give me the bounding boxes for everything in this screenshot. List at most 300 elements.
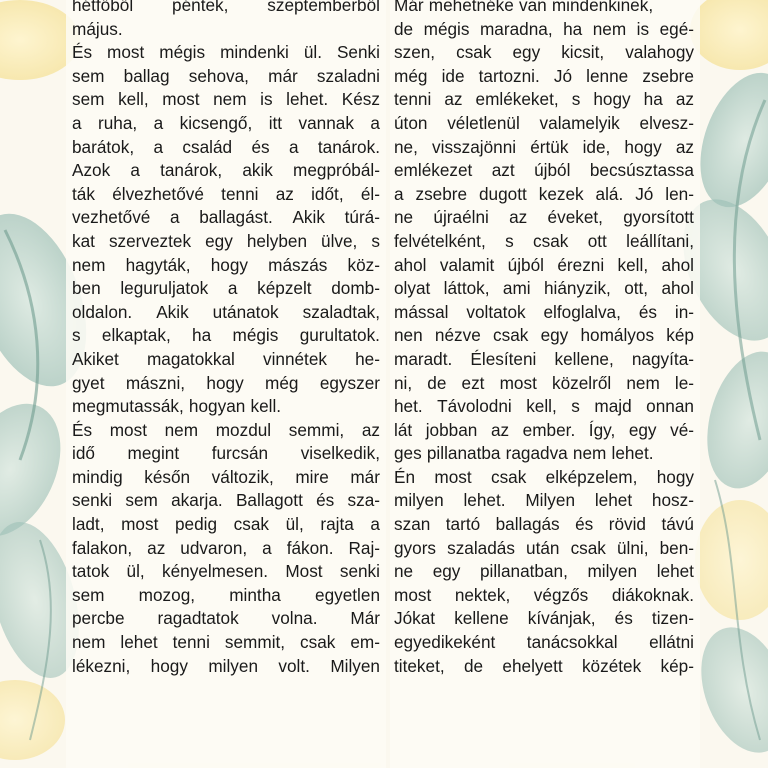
word: ül, [126,561,145,582]
word: ballagás [495,514,560,535]
word: Raj- [348,537,380,558]
word: Azok [72,160,111,181]
word: hiányzik, [543,278,611,299]
word: Így, [588,419,616,440]
word: sem [72,89,105,110]
word: kicsengő, [179,112,253,133]
word: és [316,490,335,511]
word: az [675,136,694,157]
word: És [72,419,93,440]
word: vinnétek [262,348,327,369]
word: akik [242,160,273,181]
text-line [394,277,694,301]
word: mindenki [220,42,289,63]
word: rajta [320,514,354,535]
word: nézve [434,325,481,346]
word: megpróbál- [293,160,380,181]
word: hosz- [651,490,694,511]
left-text-column [66,0,386,768]
word: pillanatba [426,443,501,464]
word: sehova, [188,65,249,86]
word: furcsán [211,443,269,464]
word: hogy [206,372,244,393]
word: az [675,89,694,110]
word: Már [394,0,424,15]
text-line [394,65,694,89]
word: után [526,537,560,558]
word: képzelt [257,278,312,299]
word: mégis [232,325,279,346]
text-line [72,159,380,183]
word: he- [355,348,380,369]
word: újraélni [433,207,489,228]
word: pedig [174,514,218,535]
word: ha [192,325,212,346]
word: egy [540,325,569,346]
word: Én [394,466,416,487]
word: most [121,514,159,535]
word: majd [594,396,632,417]
word: voltatok [466,301,526,322]
word: s [571,89,581,110]
word: Senki [336,42,380,63]
word: valamelyik [539,112,620,133]
word: ha [563,18,583,39]
word: ni, [394,372,413,393]
word: az [275,183,294,204]
word: nem [213,89,247,110]
word: Milyen [330,655,380,676]
word: domb- [331,278,380,299]
word: helyben [246,230,308,251]
word: már [350,466,380,487]
word: falakon, [72,537,133,558]
word: egé- [659,18,694,39]
text-line [394,537,694,561]
word: ehelyett [502,655,563,676]
word: visszajönni [432,136,517,157]
word: kell. [250,396,282,417]
word: család [182,136,233,157]
word: kezek [538,183,584,204]
word: is [636,18,650,39]
word: Jó [635,183,654,204]
word: nem [592,18,627,39]
text-line [72,348,380,372]
word: milyen [394,490,444,511]
word: lehet. [611,443,654,464]
word: ne, [394,136,418,157]
word: csak [233,514,269,535]
word: május. [72,18,123,39]
word: udvaron, [180,537,248,558]
word: túrá- [344,207,380,228]
word: ide, [582,136,611,157]
word: távú [661,514,694,535]
text-line [394,395,694,419]
text-line [72,0,380,18]
word: vé- [670,419,694,440]
word: nem [72,632,106,653]
word: mehetnéke [428,0,514,15]
word: Élesíteni [470,348,537,369]
word: senki [339,561,380,582]
word: és [614,608,633,629]
word: most [107,42,145,63]
word: szen, [394,42,436,63]
word: leállítani, [626,230,694,251]
word: em- [350,632,380,653]
word: lehet [656,561,694,582]
word: sem [72,584,105,605]
word: utánatok [212,301,279,322]
word: most [499,372,537,393]
word: s [505,230,514,251]
word: tenni [172,632,210,653]
word: kicsit, [561,42,605,63]
word: maradna, [479,18,553,39]
word: percbe [72,608,125,629]
word: a [394,183,404,204]
text-line [394,136,694,160]
word: senki [72,490,113,511]
word: akarja. [171,490,223,511]
word: viselkedik, [300,443,380,464]
word: ezt [461,372,485,393]
word: ladt, [72,514,105,535]
word: gyet [72,372,105,393]
word: lenne [586,65,629,86]
word: időt, [311,183,344,204]
word: hogy [593,89,631,110]
word: ember. [522,419,576,440]
word: tanárok. [317,136,380,157]
word: mégis [159,42,206,63]
word: megint [127,443,180,464]
text-line [394,230,694,254]
word: kell, [526,396,557,417]
word: a [227,278,238,299]
word: csak [300,632,336,653]
word: de [427,372,447,393]
word: lékezni, [72,655,131,676]
word: nagyíta- [631,348,694,369]
word: homályos [580,325,655,346]
text-line [72,442,380,466]
word: Már [350,608,380,629]
word: sza- [347,490,380,511]
word: nen [394,325,423,346]
word: ragadtatok [157,608,239,629]
text-line [394,419,694,443]
word: péntek, [172,0,229,15]
word: a [170,207,180,228]
word: úton [394,112,428,133]
word: egy [512,42,541,63]
text-line [394,607,694,631]
word: milyen [208,655,259,676]
word: emlékeket, [475,89,559,110]
word: van [518,0,547,15]
text-line [394,206,694,230]
word: alá. [595,183,624,204]
word: s [371,230,380,251]
word: csak [570,537,606,558]
text-line [394,513,694,537]
text-line [72,254,380,278]
word: az [490,419,510,440]
word: ott [587,230,607,251]
word: valahogy [625,42,694,63]
word: lehet [120,632,158,653]
word: zsebre [642,65,694,86]
word: sem [125,490,158,511]
text-line [394,584,694,608]
word: most [394,584,432,605]
word: mindenkinek, [551,0,654,15]
word: ha [643,89,663,110]
word: egy [205,230,233,251]
text-line [72,65,380,89]
text-line [72,419,380,443]
text-line [394,372,694,396]
word: nem [572,443,607,464]
word: tenni [221,183,259,204]
text-line [72,18,380,42]
word: sem [72,65,105,86]
word: Kész [341,89,380,110]
word: szerveztek [108,230,192,251]
text-line [394,655,694,679]
text-line [72,513,380,537]
word: már [268,65,298,86]
word: is [260,89,273,110]
word: a [262,537,272,558]
word: szaladás [447,537,515,558]
word: kényelmesen. [161,561,269,582]
word: és [251,136,270,157]
word: tizen- [651,608,694,629]
word: ahol [661,254,694,275]
word: kellene [454,608,509,629]
word: ragadva [505,443,568,464]
text-line [72,395,380,419]
word: a [370,514,380,535]
word: mozog, [138,584,196,605]
word: és [575,514,594,535]
word: oldalon. [72,301,133,322]
word: ott, [624,278,649,299]
word: most [109,419,147,440]
word: tenni [394,89,432,110]
word: leguruljatok [120,278,209,299]
text-line [72,607,380,631]
word: ben [72,278,101,299]
word: ül, [285,514,304,535]
text-line [394,0,694,18]
word: láttok, [443,278,490,299]
word: csak [490,466,527,487]
word: titeket, [394,655,445,676]
word: egy [432,561,461,582]
word: ahol [661,278,694,299]
text-line [72,372,380,396]
word: hogy [656,466,694,487]
word: éveket, [547,207,603,228]
word: a [288,136,299,157]
word: idő [72,443,95,464]
word: hogy [150,655,188,676]
text-line [394,301,694,325]
text-line [72,560,380,584]
text-line [72,584,380,608]
word: a [72,112,82,133]
word: kellene, [554,348,614,369]
word: s [571,396,580,417]
word: Jó [553,65,573,86]
text-line [72,41,380,65]
word: kép [666,325,694,346]
word: köz- [347,254,380,275]
text-line [72,466,380,490]
word: magatokkal [146,348,235,369]
word: véletlenül [447,112,520,133]
word: tanácsokkal [526,632,618,653]
text-line [394,88,694,112]
word: élvezhetővé [112,183,204,204]
word: hogyan [188,396,246,417]
text-line [72,324,380,348]
word: csak [493,325,529,346]
word: milyen [587,561,638,582]
word: újból [507,254,544,275]
word: nem [164,419,199,440]
text-line [394,489,694,513]
word: egyszer [319,372,380,393]
word: in- [674,301,694,322]
word: még [265,372,299,393]
word: dugott [479,183,527,204]
text-line [394,254,694,278]
word: rövid [608,514,646,535]
right-column-text [394,0,694,678]
word: Ballagott [235,490,303,511]
word: kell, [118,89,149,110]
word: maradt. [394,348,453,369]
word: lehet. [286,89,329,110]
word: tartó [445,514,481,535]
word: megmutassák, [72,396,184,417]
text-line [394,466,694,490]
word: lát [394,419,413,440]
text-line [72,631,380,655]
word: hagyták, [125,254,191,275]
text-line [72,88,380,112]
word: de [394,18,414,39]
word: ballagást. [199,207,273,228]
word: becsúsztassa [589,160,694,181]
word: ne [394,207,414,228]
word: le- [674,372,694,393]
word: ruha, [98,112,138,133]
text-line [394,18,694,42]
word: érezni [557,254,605,275]
word: kép- [660,655,694,676]
word: ami [502,278,531,299]
word: szan [394,514,431,535]
word: nektek, [454,584,511,605]
word: változik, [211,466,274,487]
word: lehet. [463,490,506,511]
word: közelről [551,372,612,393]
text-line [394,324,694,348]
word: tatok [72,561,110,582]
word: valamit [439,254,495,275]
word: csak [533,230,569,251]
word: zsebre [415,183,468,204]
text-line [394,560,694,584]
word: újból [534,160,571,181]
word: közétek [581,655,642,676]
word: nem [72,254,106,275]
word: elkaptak, [101,325,171,346]
word: kat [72,230,95,251]
word: egyedikeként [394,632,496,653]
text-line [394,442,694,466]
word: de [463,655,484,676]
text-line [72,489,380,513]
word: semmit, [224,632,286,653]
word: ták [72,183,95,204]
word: barátok, [72,136,135,157]
word: Jókat [394,608,436,629]
text-line [72,301,380,325]
word: gyors [394,537,437,558]
word: olyat [394,278,431,299]
word: az [147,537,166,558]
word: pillanatban, [479,561,568,582]
word: volt. [278,655,310,676]
text-line [72,230,380,254]
word: kívánjak, [527,608,596,629]
right-text-column [390,0,700,768]
word: mindig [72,466,123,487]
word: mégis [423,18,470,39]
word: Akik [156,301,189,322]
word: most [162,89,200,110]
word: mással [394,301,449,322]
text-line [394,183,694,207]
word: itt [268,112,283,133]
word: a [370,112,380,133]
word: azt [491,160,515,181]
left-column-text [72,0,380,678]
word: és [638,301,657,322]
word: onnan [646,396,694,417]
word: még [394,65,428,86]
text-line [72,136,380,160]
word: Akik [292,207,325,228]
word: él- [360,183,380,204]
word: semmi, [288,419,345,440]
word: későn [144,466,191,487]
word: mire [295,466,329,487]
word: lehet [594,490,633,511]
word: mászni, [125,372,186,393]
word: vezhetővé [72,207,151,228]
word: Most [285,561,323,582]
word: mászás [268,254,328,275]
